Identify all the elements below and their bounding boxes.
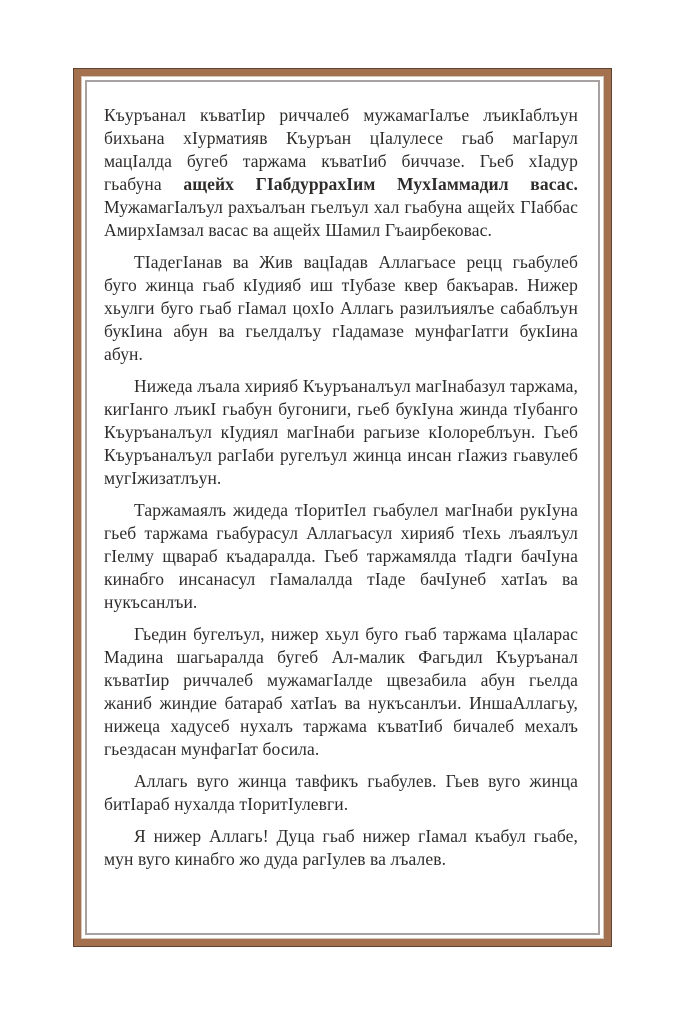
paragraph-6-text: Аллагь вуго жинца тавфикъ гьабулев. Гьев вуго жинца битIараб нухалда тIоритIулевги.	[104, 771, 578, 814]
paragraph-2-text: ТIадегIанав ва Жив вацIадав Аллагьасе рецц гьабулеб буго жинца гьаб кIудияб иш тIубазе квер бакъарав. Нижер хьулги буго гьаб гIамал цохIо Аллагь разилъиялъе сабаблъун букIина абун ва гьелдалъу гIадамазе мунфагIатги букIина абун.	[104, 252, 578, 364]
decorative-border-frame	[73, 68, 612, 947]
paragraph-1-text-start: Къуръанал къватIир риччалеб мужамагIалъе лъикIаблъун бихьана хIурматияв Къуръан цIалулесе гьаб магIарул мацIалда бугеб таржама къватIиб биччазе. Гьеб хIадур гьабуна	[104, 105, 578, 194]
paragraph-1	[104, 104, 578, 242]
paragraph-7-text: Я нижер Аллагь! Дуца гьаб нижер гIамал къабул гьабе, мун вуго кинабго жо дуда рагIулев ва лъалев.	[104, 826, 578, 869]
paragraph-5	[104, 623, 578, 761]
paragraph-1-text-end: МужамагIалъул рахъалъан гьелъул хал гьабуна ащейх ГIаббас АмирхIамзал васас ва ащейх Шамил Гъаирбековас.	[104, 197, 578, 240]
paragraph-5-text: Гьедин бугелъул, нижер хьул буго гьаб таржама цIаларас Мадина шагьаралда бугеб Ал-малик Фагьдил Къуръанал къватIир риччалеб мужамагIалде щвезабила абун гьелда жаниб жиндие батараб хатIаъ ва нукъсанлъи. ИншаАллагьу, нижеца хадусеб нухалъ таржама къватIиб бичалеб мехалъ гьездасан мунфагIат босила.	[104, 624, 578, 759]
paragraph-1-bold-attribution: ащейх ГIабдуррахIим МухIаммадил васас.	[183, 174, 578, 194]
paragraph-2	[104, 251, 578, 366]
paragraph-6	[104, 770, 578, 816]
paragraph-4	[104, 499, 578, 614]
paragraph-7	[104, 825, 578, 871]
paragraph-3-text: Нижеда лъала хирияб Къуръаналъул магIнабазул таржама, кигIанго лъикI гьабун бугониги, гьеб букIуна жинда тIубанго Къуръаналъул кIудиял магIнаби рагьизе кIолореблъун. Гьеб Къуръаналъул рагIаби ругелъул жинца инсан гIажиз гьавулеб мугIжизатлъун.	[104, 376, 578, 488]
document-page	[85, 80, 600, 935]
border-inner-gap	[81, 76, 604, 939]
paragraph-4-text: Таржамаялъ жидеда тIоритIел гьабулел магIнаби рукIуна гьеб таржама гьабурасул Аллагьасул хирияб тIехь лъаялъул гIелму щвараб къадаралда. Гьеб таржамялда тIадги бачIуна кинабго инсанасул гIамалалда тIаде бачIунеб хатIаъ ва нукъсанлъи.	[104, 500, 578, 612]
paragraph-3	[104, 375, 578, 490]
